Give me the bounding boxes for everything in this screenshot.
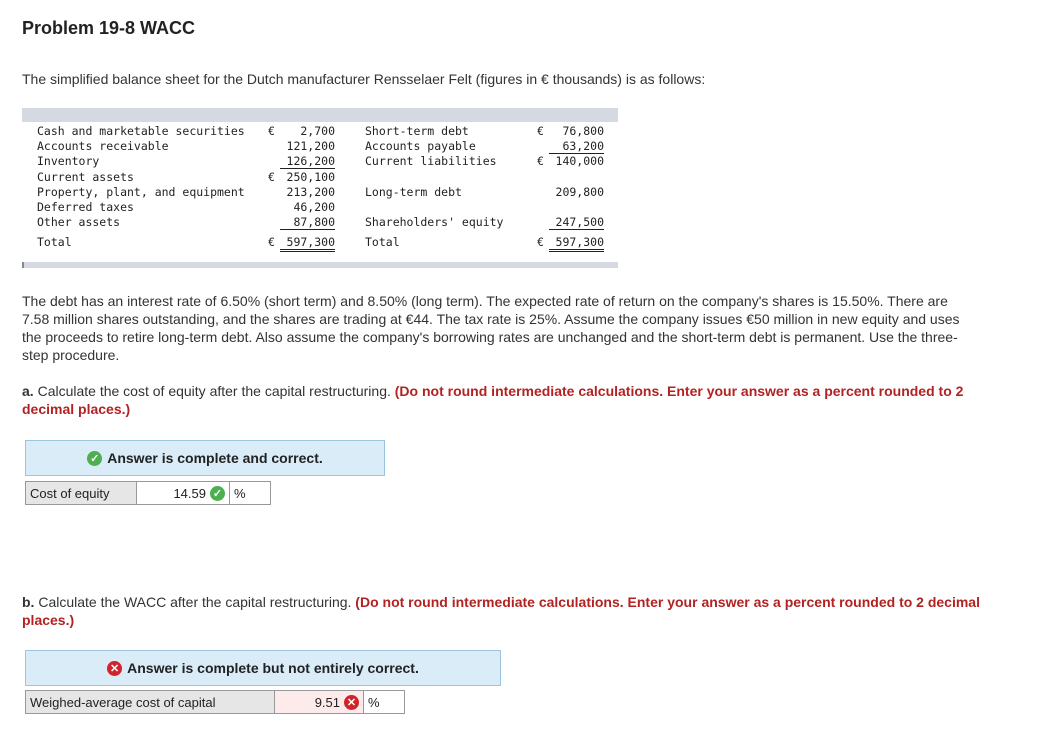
table-border — [22, 262, 24, 268]
liability-value: 209,800 — [555, 185, 604, 199]
answer-status-text: Answer is complete but not entirely correct. — [127, 660, 419, 676]
liability-label: Accounts payable — [365, 139, 476, 153]
question-a-text: Calculate the cost of equity after the capital restructuring. — [37, 383, 391, 399]
asset-value: 121,200 — [286, 139, 335, 153]
cost-of-equity-input[interactable] — [137, 482, 230, 504]
asset-label: Inventory — [37, 154, 100, 168]
liability-currency: € — [537, 124, 544, 138]
question-b — [22, 593, 982, 629]
asset-currency: € — [268, 170, 275, 184]
asset-label: Current assets — [37, 170, 134, 184]
x-icon: ✕ — [344, 695, 359, 710]
wacc-row — [25, 690, 405, 714]
balance-sheet — [22, 108, 618, 268]
answer-value: 9.51 — [314, 694, 340, 710]
question-b-instruction: (Do not round intermediate calculations. Enter your answer as a percent rounded to 2 decimal places.) — [22, 594, 980, 628]
page-title: Problem 19-8 WACC — [22, 18, 196, 38]
asset-value: 2,700 — [300, 124, 335, 138]
question-a — [22, 382, 982, 418]
answer-status-banner — [25, 650, 501, 686]
check-icon: ✓ — [210, 486, 225, 501]
asset-label: Property, plant, and equipment — [37, 185, 245, 199]
check-icon: ✓ — [87, 451, 102, 466]
percent-unit: % — [234, 485, 246, 501]
liability-currency: € — [537, 235, 544, 249]
asset-value: 597,300 — [280, 235, 335, 252]
liability-currency: € — [537, 154, 544, 168]
liability-value: 247,500 — [549, 215, 604, 230]
asset-value: 126,200 — [280, 154, 335, 169]
liability-label: Shareholders' equity — [365, 215, 504, 229]
cost-of-equity-row — [25, 481, 271, 505]
question-a-letter: a. — [22, 383, 34, 399]
answer-value: 14.59 — [173, 485, 206, 501]
field-label: Weighed-average cost of capital — [26, 691, 275, 713]
liability-label: Short-term debt — [365, 124, 469, 138]
liability-value: 63,200 — [549, 139, 604, 154]
answer-status-text: Answer is complete and correct. — [107, 450, 323, 466]
asset-label: Other assets — [37, 215, 121, 229]
liability-label: Current liabilities — [365, 154, 497, 168]
asset-value: 87,800 — [280, 215, 335, 230]
asset-currency: € — [268, 235, 275, 249]
problem-paragraph: The debt has an interest rate of 6.50% (short term) and 8.50% (long term). The expected rate of return on the company's shares is 15.50%. There are 7.58 million shares outstanding, and the shares are trading at €44. The tax rate is 25%. Assume the company issues €50 million in new equity and uses the proceeds to retire long-term debt. Also assume the company's borrowing rates are unchanged and the short-term debt is permanent. Use the three-step procedure. — [22, 293, 960, 363]
question-b-letter: b. — [22, 594, 35, 610]
asset-currency: € — [268, 124, 275, 138]
table-top-bar — [22, 108, 618, 122]
percent-unit: % — [368, 694, 380, 710]
field-label: Cost of equity — [26, 482, 137, 504]
question-a-instruction: (Do not round intermediate calculations. Enter your answer as a percent rounded to 2 decimal places.) — [22, 383, 964, 417]
answer-status-banner — [25, 440, 385, 476]
asset-label: Deferred taxes — [37, 200, 134, 214]
asset-label: Total — [37, 235, 72, 249]
asset-value: 250,100 — [286, 170, 335, 184]
asset-label: Cash and marketable securities — [37, 124, 245, 138]
x-icon: ✕ — [107, 661, 122, 676]
liability-value: 140,000 — [555, 154, 604, 168]
liability-value: 597,300 — [549, 235, 604, 252]
wacc-input[interactable] — [275, 691, 364, 713]
question-b-text: Calculate the WACC after the capital restructuring. — [38, 594, 352, 610]
liability-label: Total — [365, 235, 400, 249]
liability-label: Long-term debt — [365, 185, 462, 199]
intro-text: The simplified balance sheet for the Dutch manufacturer Rensselaer Felt (figures in € thousands) is as follows: — [22, 71, 706, 87]
table-bottom-bar — [22, 262, 618, 268]
asset-value: 46,200 — [293, 200, 335, 214]
liability-value: 76,800 — [562, 124, 604, 138]
asset-label: Accounts receivable — [37, 139, 169, 153]
asset-value: 213,200 — [286, 185, 335, 199]
